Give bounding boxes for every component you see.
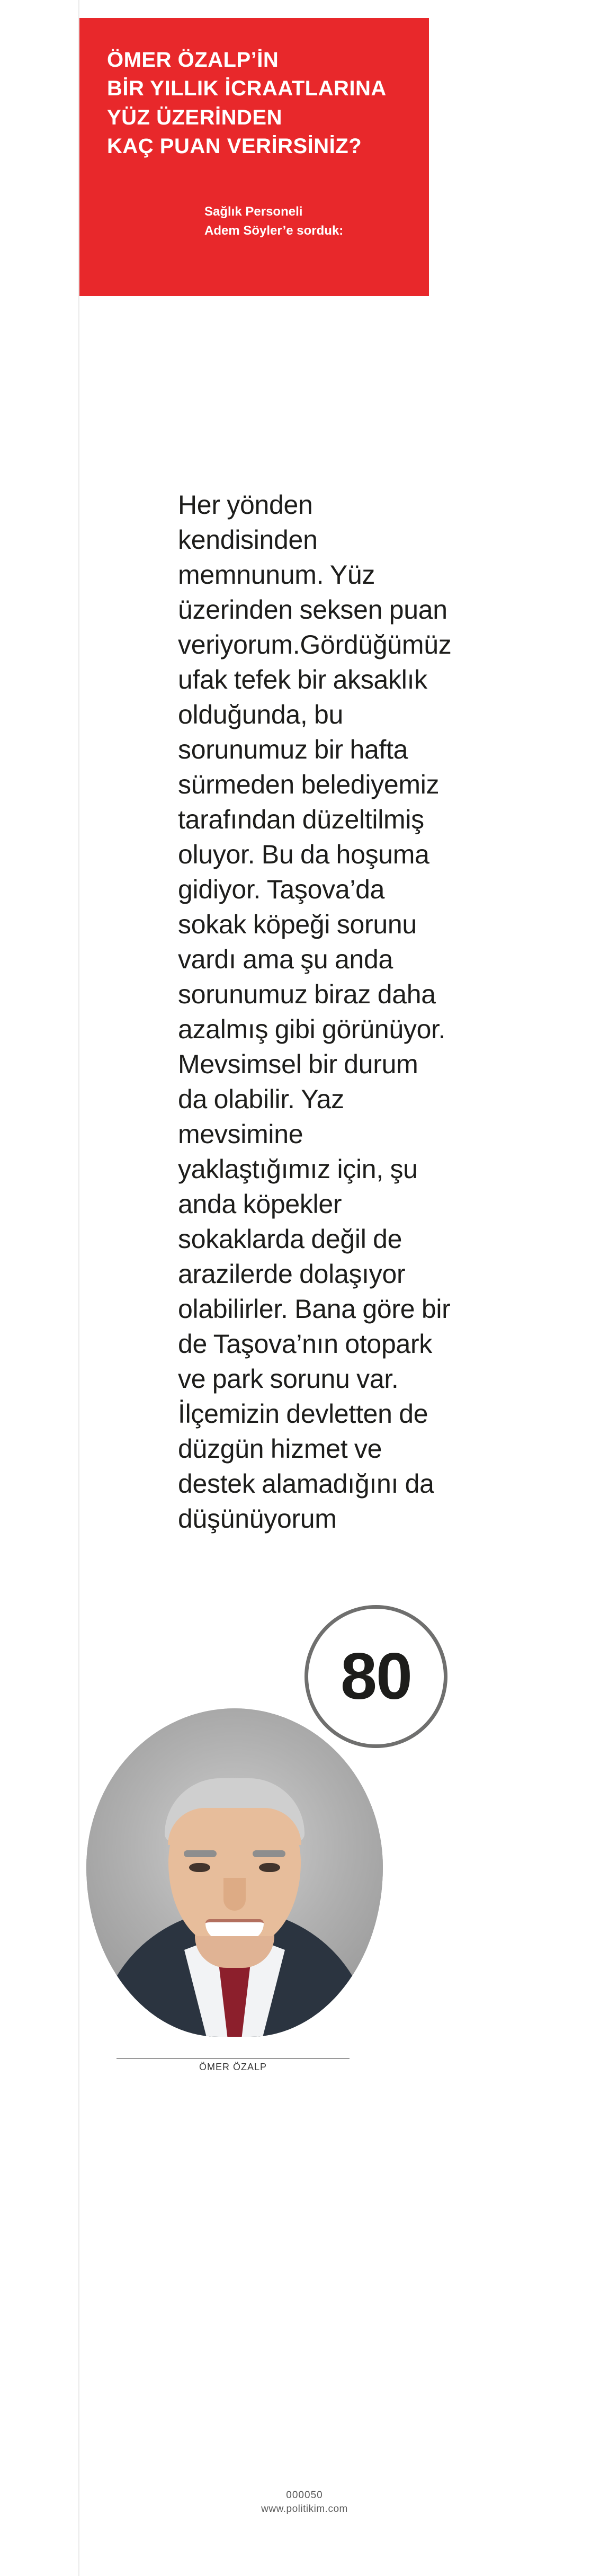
- headline-title-line-1: ÖMER ÖZALP’İN: [107, 48, 279, 72]
- headline-subtitle: [204, 202, 427, 240]
- portrait-eye-left: [189, 1863, 210, 1872]
- portrait-caption-rule: [117, 2058, 350, 2059]
- score-value: 80: [341, 1640, 411, 1713]
- page-number: 000050: [286, 2490, 323, 2501]
- headline-block: [79, 18, 429, 296]
- portrait-frame: [86, 1708, 383, 2037]
- portrait-photo: [86, 1708, 383, 2047]
- headline-subtitle-line-1: Sağlık Personeli: [204, 204, 303, 219]
- article-body-text: Her yönden kendisinden memnunum. Yüz üzerinden seksen puan veriyorum.Gördüğümüz ufak tefek bir aksaklık olduğunda, bu sorunumuz bir hafta sürmeden belediyemiz tarafından düzeltilmiş oluyor. Bu da hoşuma gidiyor. Taşova’da sokak köpeği sorunu vardı ama şu anda sorunumuz biraz daha azalmış gibi görünüyor. Mevsimsel bir durum da olabilir. Yaz mevsimine yaklaştığımız için, şu anda köpekler sokaklarda değil de arazilerde dolaşıyor olabilirler. Bana göre bir de Taşova’nın otopark ve park sorunu var. İlçemizin devletten de düzgün hizmet ve destek alamadığını da düşünüyorum: [178, 490, 452, 1534]
- portrait-caption: ÖMER ÖZALP: [199, 2062, 267, 2072]
- page-footer: [0, 2490, 609, 2515]
- portrait-eyebrow-right: [253, 1850, 285, 1857]
- portrait-eye-right: [259, 1863, 280, 1872]
- portrait-nose: [223, 1878, 246, 1911]
- headline-subtitle-line-2: Adem Söyler’e sorduk:: [204, 224, 344, 238]
- page-edge-rule: [78, 0, 79, 2576]
- footer-website: www.politikim.com: [261, 2503, 348, 2515]
- headline-title-line-3: YÜZ ÜZERİNDEN: [107, 105, 282, 129]
- headline-title-line-4: KAÇ PUAN VERİRSİNİZ?: [107, 135, 362, 158]
- score-badge: [304, 1605, 447, 1748]
- headline-title: [107, 46, 414, 161]
- portrait-eyebrow-left: [184, 1850, 217, 1857]
- headline-title-line-2: BİR YILLIK İCRAATLARINA: [107, 77, 387, 101]
